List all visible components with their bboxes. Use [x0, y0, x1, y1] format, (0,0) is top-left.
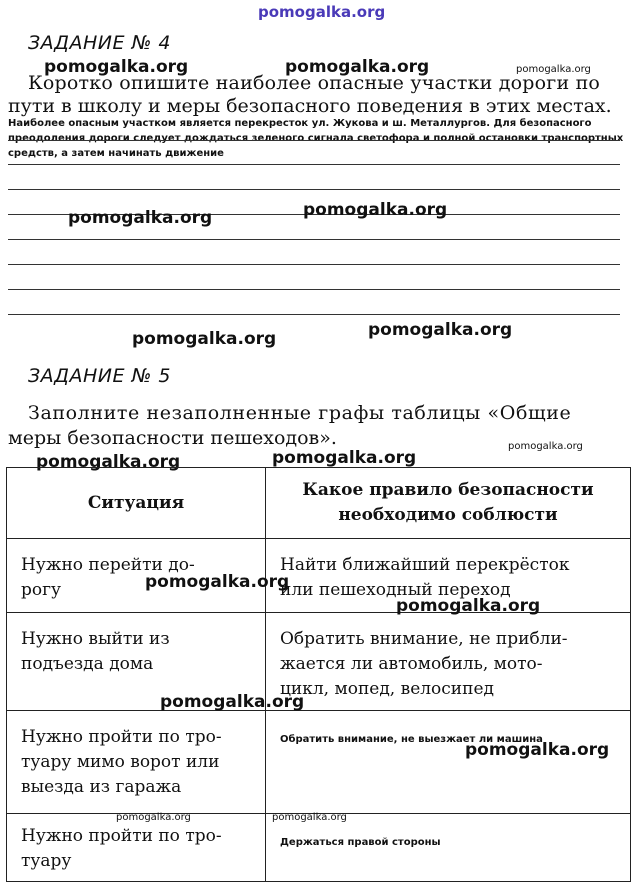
- watermark-top: pomogalka.org: [258, 3, 386, 21]
- table-row: [7, 814, 631, 882]
- task4-answer-line3: средств, а затем начинать движение: [8, 148, 224, 159]
- task4-answer-line2: преодоления дороги следует дождаться зеленого сигнала светофора и полной остановки транспортных: [8, 133, 624, 144]
- handwritten-answer: Обратить внимание, не выезжает ли машина: [280, 734, 543, 745]
- watermark: pomogalka.org: [303, 200, 448, 220]
- answer-line: [8, 264, 620, 265]
- column-header-rule-line1: Какое правило безопасности: [302, 480, 594, 500]
- column-header-situation: [7, 468, 266, 539]
- watermark: pomogalka.org: [368, 320, 513, 340]
- cell-line: Нужно пройти по тро-: [21, 826, 222, 846]
- cell-line: подъезда дома: [21, 654, 154, 674]
- answer-line: [8, 314, 620, 315]
- task4-prompt-line1: Коротко опишите наиболее опасные участки дороги по: [28, 72, 601, 94]
- watermark: pomogalka.org: [36, 452, 181, 472]
- watermark: pomogalka.org: [508, 441, 583, 452]
- cell-line: или пешеходный переход: [280, 580, 511, 600]
- task4-answer-line1: Наиболее опасным участком является перекресток ул. Жукова и ш. Металлургов. Для безопасного: [8, 118, 592, 129]
- watermark: pomogalka.org: [516, 64, 591, 75]
- watermark: pomogalka.org: [68, 208, 213, 228]
- cell-line: цикл, мопед, велосипед: [280, 679, 494, 699]
- column-header-rule-line2: необходимо соблюсти: [338, 505, 558, 525]
- task4-prompt-line2: пути в школу и меры безопасного поведения в этих местах.: [8, 95, 612, 117]
- task5-prompt-line1: Заполните незаполненные графы таблицы «Общие: [28, 402, 572, 424]
- answer-line: [8, 164, 620, 165]
- cell-line: выезда из гаража: [21, 777, 182, 797]
- watermark: pomogalka.org: [396, 596, 541, 616]
- cell-line: Обратить внимание, не прибли-: [280, 629, 568, 649]
- watermark: pomogalka.org: [285, 57, 430, 77]
- column-header-rule: [266, 468, 631, 539]
- answer-line: [8, 189, 620, 190]
- situation-cell: [7, 814, 266, 882]
- task4-heading: ЗАДАНИЕ № 4: [28, 32, 171, 54]
- cell-line: Нужно перейти до-: [21, 555, 195, 575]
- table-header-row: [7, 468, 631, 539]
- answer-line: [8, 140, 620, 141]
- task5-heading: ЗАДАНИЕ № 5: [28, 365, 171, 387]
- cell-line: туару: [21, 851, 72, 871]
- watermark: pomogalka.org: [116, 812, 191, 823]
- watermark: pomogalka.org: [145, 572, 290, 592]
- cell-line: Найти ближайший перекрёсток: [280, 555, 570, 575]
- watermark: pomogalka.org: [465, 740, 610, 760]
- cell-line: Нужно пройти по тро-: [21, 727, 222, 747]
- watermark: pomogalka.org: [160, 692, 305, 712]
- watermark: pomogalka.org: [272, 812, 347, 823]
- cell-line: Нужно выйти из: [21, 629, 170, 649]
- watermark: pomogalka.org: [272, 448, 417, 468]
- handwritten-answer: Держаться правой стороны: [280, 837, 441, 848]
- watermark: pomogalka.org: [132, 329, 277, 349]
- cell-line: туару мимо ворот или: [21, 752, 220, 772]
- cell-line: рогу: [21, 580, 62, 600]
- rule-cell: [266, 711, 631, 814]
- table-row: [7, 613, 631, 711]
- column-header-situation-text: Ситуация: [87, 493, 185, 513]
- rule-cell: [266, 613, 631, 711]
- answer-line: [8, 289, 620, 290]
- task5-prompt-line2: меры безопасности пешеходов».: [8, 427, 337, 449]
- situation-cell: [7, 711, 266, 814]
- rule-cell: [266, 814, 631, 882]
- cell-line: жается ли автомобиль, мото-: [280, 654, 543, 674]
- answer-line: [8, 239, 620, 240]
- watermark: pomogalka.org: [44, 57, 189, 77]
- table-row: [7, 711, 631, 814]
